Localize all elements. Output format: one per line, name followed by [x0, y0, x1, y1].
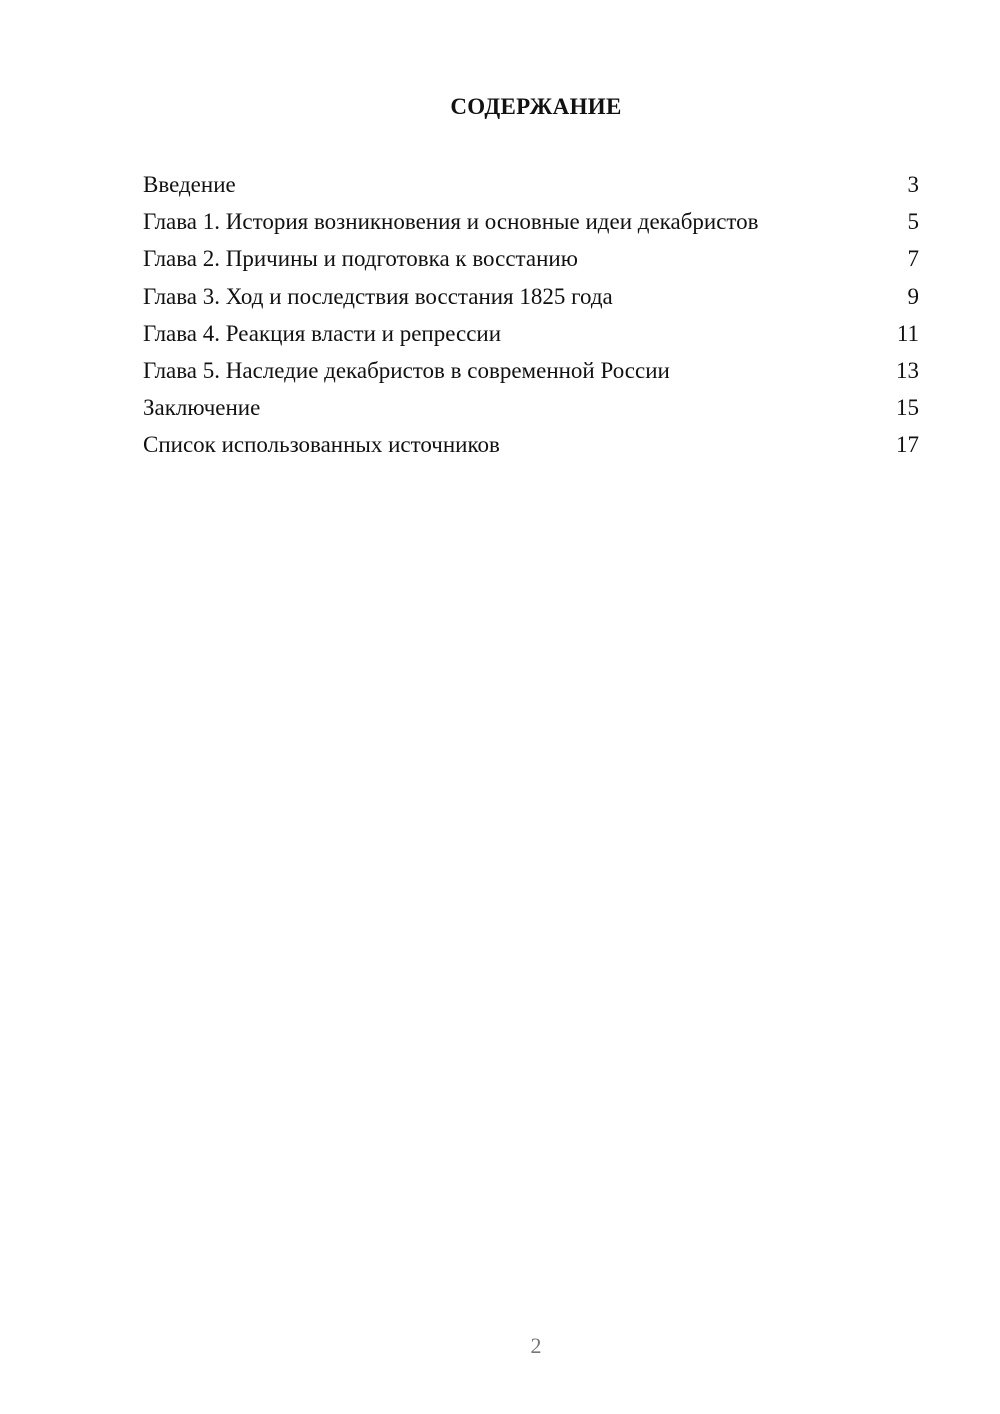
- toc-item-chapter-4: [143, 315, 919, 352]
- toc-item-introduction: [143, 166, 919, 203]
- toc-item-page: 3: [907, 172, 919, 197]
- toc-item-label: Глава 4. Реакция власти и репрессии: [143, 320, 502, 346]
- toc-item-conclusion: [143, 389, 919, 426]
- toc-item-chapter-2: [143, 240, 919, 277]
- toc-item-page: 5: [907, 209, 919, 235]
- toc-item-label: Введение: [143, 172, 236, 197]
- toc-item-page: 15: [896, 395, 919, 421]
- toc-item-label: Глава 1. История возникновения и основные идеи декабристов: [143, 209, 759, 235]
- toc-item-chapter-3: [143, 278, 919, 315]
- toc-item-chapter-5: [143, 352, 919, 389]
- toc-item-page: 13: [896, 357, 919, 383]
- toc-item-label: Заключение: [143, 395, 261, 421]
- toc-item-label: Список использованных источников: [143, 432, 500, 458]
- toc-item-page: 17: [896, 432, 919, 458]
- toc-item-label: Глава 2. Причины и подготовка к восстанию: [143, 246, 578, 272]
- page-title: СОДЕРЖАНИЕ: [450, 94, 622, 119]
- toc-item-references: [143, 426, 919, 463]
- toc-item-label: Глава 5. Наследие декабристов в современной России: [143, 357, 670, 383]
- toc-item-chapter-1: [143, 203, 919, 240]
- toc-item-page: 9: [907, 283, 919, 309]
- table-of-contents: [143, 166, 919, 464]
- page-number: 2: [530, 1333, 542, 1358]
- toc-item-page: 7: [907, 246, 919, 272]
- toc-item-label: Глава 3. Ход и последствия восстания 1825 года: [143, 283, 613, 309]
- toc-item-page: 11: [896, 320, 919, 346]
